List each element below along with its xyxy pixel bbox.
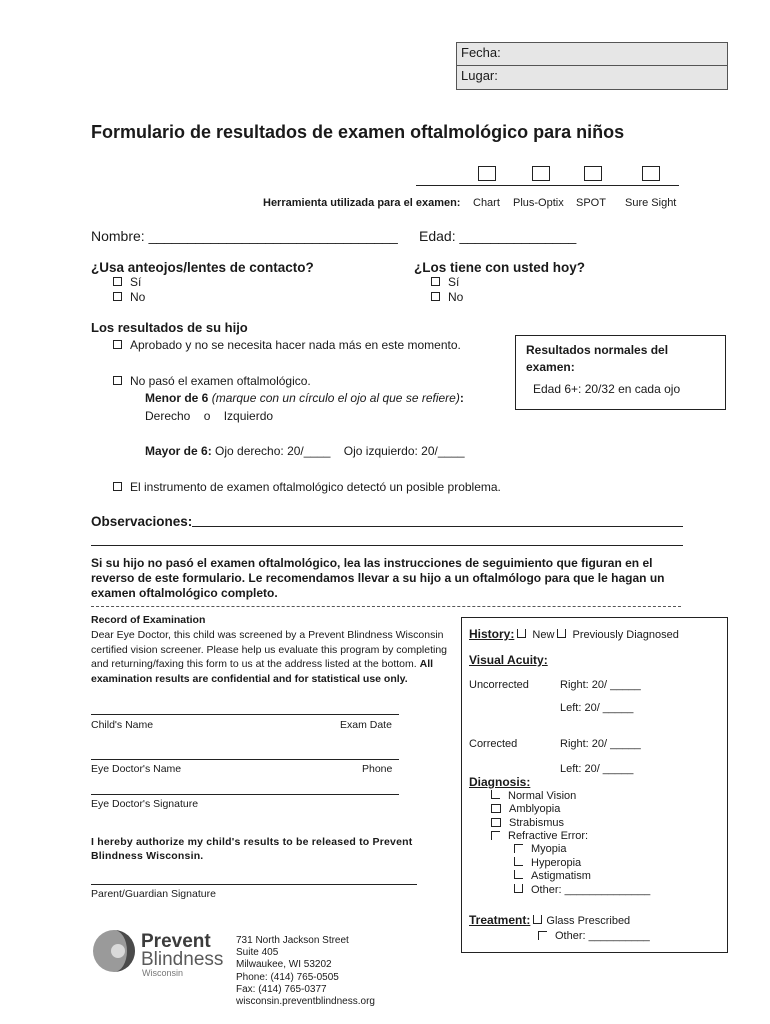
treatment-other-checkbox[interactable] [538, 931, 547, 940]
eye-choice[interactable]: Derecho o Izquierdo [145, 409, 274, 423]
record-intro-text: Dear Eye Doctor, this child was screened by a Prevent Blindness Wisconsin certified vision screener. Please help us evaluate this program by completing and returning/faxing this form to us at the address listed at the bottom. [91, 629, 448, 670]
over6-label: Mayor de 6: [145, 444, 212, 458]
over6-line [145, 444, 465, 458]
uncorrected-left[interactable]: Left: 20/ _____ [560, 702, 634, 714]
result-instrument-checkbox[interactable] [113, 482, 122, 491]
normal-results-value: Edad 6+: 20/32 en cada ojo [533, 382, 681, 396]
ref-myopia-label: Myopia [531, 843, 567, 855]
ref-other[interactable] [514, 884, 650, 896]
result-instrument-option[interactable] [113, 480, 501, 494]
ref-other-checkbox[interactable] [514, 884, 523, 893]
tool-suresight-checkbox[interactable] [642, 166, 660, 181]
diag-amblyopia[interactable] [491, 803, 560, 815]
fecha-field[interactable] [456, 42, 728, 66]
results-heading: Los resultados de su hijo [91, 320, 248, 335]
record-intro-bold: All examination results are confidential and for statistical use only. [91, 658, 434, 685]
phone-label: Phone [362, 763, 393, 775]
history-row [469, 627, 679, 641]
glasses-yes-option[interactable] [113, 275, 141, 289]
address-street: 731 North Jackson Street [236, 935, 349, 946]
glasses-no-checkbox[interactable] [113, 292, 122, 301]
corrected-right[interactable]: Right: 20/ _____ [560, 738, 641, 750]
tool-label: Herramienta utilizada para el examen: [263, 197, 461, 209]
diag-refractive-label: Refractive Error: [508, 830, 589, 842]
visual-acuity-label: Visual Acuity: [469, 653, 548, 667]
address-phone: Phone: (414) 765-0505 [236, 971, 339, 983]
fecha-label: Fecha: [461, 45, 501, 60]
treatment-row [469, 913, 630, 927]
history-new-checkbox[interactable] [517, 629, 526, 638]
uncorrected-right[interactable]: Right: 20/ _____ [560, 679, 641, 691]
under6-line [145, 391, 464, 405]
under6-colon: : [459, 391, 464, 405]
childs-name-label: Child's Name [91, 719, 154, 731]
history-prev-label: Previously Diagnosed [572, 629, 679, 641]
address-website[interactable]: wisconsin.preventblindness.org [236, 996, 375, 1008]
diag-refractive-checkbox[interactable] [491, 831, 500, 840]
doctor-signature-line[interactable] [91, 794, 399, 795]
have-today-question: ¿Los tiene con usted hoy? [414, 260, 586, 275]
tool-option-chart: Chart [473, 197, 500, 209]
lugar-field[interactable] [456, 65, 728, 90]
tool-option-suresight: Sure Sight [625, 197, 677, 209]
glasses-no-label: No [130, 290, 146, 304]
have-today-yes-label: Sí [448, 275, 460, 289]
result-instrument-label: El instrumento de examen oftalmológico detectó un posible problema. [130, 480, 501, 494]
corrected-label: Corrected [469, 738, 518, 750]
address-block [236, 935, 375, 1008]
childs-name-line[interactable] [91, 714, 399, 715]
exam-date-label: Exam Date [340, 719, 392, 731]
logo-text-blindness: Blindness [141, 949, 224, 970]
normal-results-box [515, 335, 726, 410]
followup-text: Si su hijo no pasó el examen oftalmológico, lea las instrucciones de seguimiento que figuran en el reverso de este formulario. Le recomendamos llevar a su hijo a un oftalmólogo para que le hagan un examen oftalmológico completo. [91, 556, 665, 600]
have-today-no-label: No [448, 290, 464, 304]
ref-myopia-checkbox[interactable] [514, 844, 523, 853]
diag-strabismus-label: Strabismus [509, 817, 565, 829]
nombre-field[interactable]: Nombre: ________________________________ [91, 228, 398, 244]
result-passed-option[interactable] [113, 338, 461, 352]
logo-text-wisconsin: Wisconsin [142, 968, 184, 978]
prevent-blindness-logo-icon [91, 928, 137, 974]
under6-note: (marque con un círculo el ojo al que se refiere) [211, 391, 460, 405]
tool-option-spot: SPOT [576, 197, 606, 209]
ref-hyperopia-checkbox[interactable] [514, 857, 523, 866]
tool-plusoptix-checkbox[interactable] [532, 166, 550, 181]
tool-line [416, 185, 679, 186]
glasses-yes-label: Sí [130, 275, 142, 289]
diag-normal-checkbox[interactable] [491, 790, 500, 799]
corrected-left[interactable]: Left: 20/ _____ [560, 763, 634, 775]
glasses-yes-checkbox[interactable] [113, 277, 122, 286]
result-failed-option[interactable] [113, 374, 311, 388]
ref-hyperopia[interactable] [514, 857, 581, 869]
address-suite: Suite 405 [236, 947, 279, 959]
parent-signature-line[interactable] [91, 884, 417, 885]
treatment-other[interactable] [538, 930, 650, 942]
tool-chart-checkbox[interactable] [478, 166, 496, 181]
result-passed-checkbox[interactable] [113, 340, 122, 349]
result-failed-label: No pasó el examen oftalmológico. [130, 374, 311, 388]
diag-amblyopia-checkbox[interactable] [491, 804, 501, 813]
uncorrected-label: Uncorrected [469, 679, 529, 691]
observaciones-label: Observaciones: [91, 514, 193, 529]
have-today-no-option[interactable] [431, 290, 463, 304]
address-city: Milwaukee, WI 53202 [236, 959, 332, 971]
diag-strabismus-checkbox[interactable] [491, 818, 501, 827]
result-passed-label: Aprobado y no se necesita hacer nada más en este momento. [130, 338, 461, 352]
result-failed-checkbox[interactable] [113, 376, 122, 385]
diag-strabismus[interactable] [491, 817, 564, 829]
treatment-other-label: Other: __________ [555, 930, 650, 942]
ref-astigmatism-checkbox[interactable] [514, 870, 523, 879]
ref-astigmatism-label: Astigmatism [531, 870, 591, 882]
history-new-label: New [532, 629, 555, 641]
glasses-no-option[interactable] [113, 290, 145, 304]
history-label: History: [469, 627, 515, 641]
tool-spot-checkbox[interactable] [584, 166, 602, 181]
doctor-signature-label: Eye Doctor's Signature [91, 798, 199, 810]
treatment-label: Treatment: [469, 913, 531, 927]
under6-label: Menor de 6 [145, 391, 209, 405]
normal-results-title: Resultados normales del examen: [526, 343, 669, 374]
diagnosis-label: Diagnosis: [469, 775, 531, 789]
doctor-name-label: Eye Doctor's Name [91, 763, 182, 775]
record-intro [91, 628, 449, 686]
ref-hyperopia-label: Hyperopia [531, 857, 582, 869]
page-title: Formulario de resultados de examen oftalmológico para niños [91, 122, 625, 142]
diag-normal[interactable] [491, 790, 576, 802]
ref-astigmatism[interactable] [514, 870, 591, 882]
glasses-question: ¿Usa anteojos/lentes de contacto? [91, 260, 314, 275]
diag-normal-label: Normal Vision [508, 790, 577, 802]
have-today-no-checkbox[interactable] [431, 292, 440, 301]
observaciones-line-1[interactable] [192, 526, 683, 527]
ref-other-label: Other: ______________ [531, 884, 651, 896]
observaciones-line-2[interactable] [91, 545, 683, 546]
history-prev-checkbox[interactable] [557, 629, 566, 638]
record-heading: Record of Examination [91, 614, 206, 626]
lugar-label: Lugar: [461, 68, 498, 83]
ref-myopia[interactable] [514, 843, 566, 855]
diag-amblyopia-label: Amblyopia [509, 803, 561, 815]
have-today-yes-option[interactable] [431, 275, 459, 289]
treatment-glass-checkbox[interactable] [533, 915, 542, 924]
over6-values[interactable]: Ojo derecho: 20/____ Ojo izquierdo: 20/____ [215, 444, 465, 458]
address-fax: Fax: (414) 765-0377 [236, 983, 327, 995]
logo-text-prevent: Prevent [141, 931, 211, 952]
parent-signature-label: Parent/Guardian Signature [91, 888, 216, 900]
edad-field[interactable]: Edad: _______________ [419, 228, 577, 244]
authorize-text: I hereby authorize my child's results to be released to Prevent Blindness Wisconsin. [91, 836, 413, 862]
cut-line [91, 606, 681, 607]
treatment-glass-label: Glass Prescribed [546, 915, 631, 927]
doctor-name-line[interactable] [91, 759, 399, 760]
tool-option-plusoptix: Plus-Optix [513, 197, 564, 209]
have-today-yes-checkbox[interactable] [431, 277, 440, 286]
diag-refractive[interactable] [491, 830, 588, 842]
